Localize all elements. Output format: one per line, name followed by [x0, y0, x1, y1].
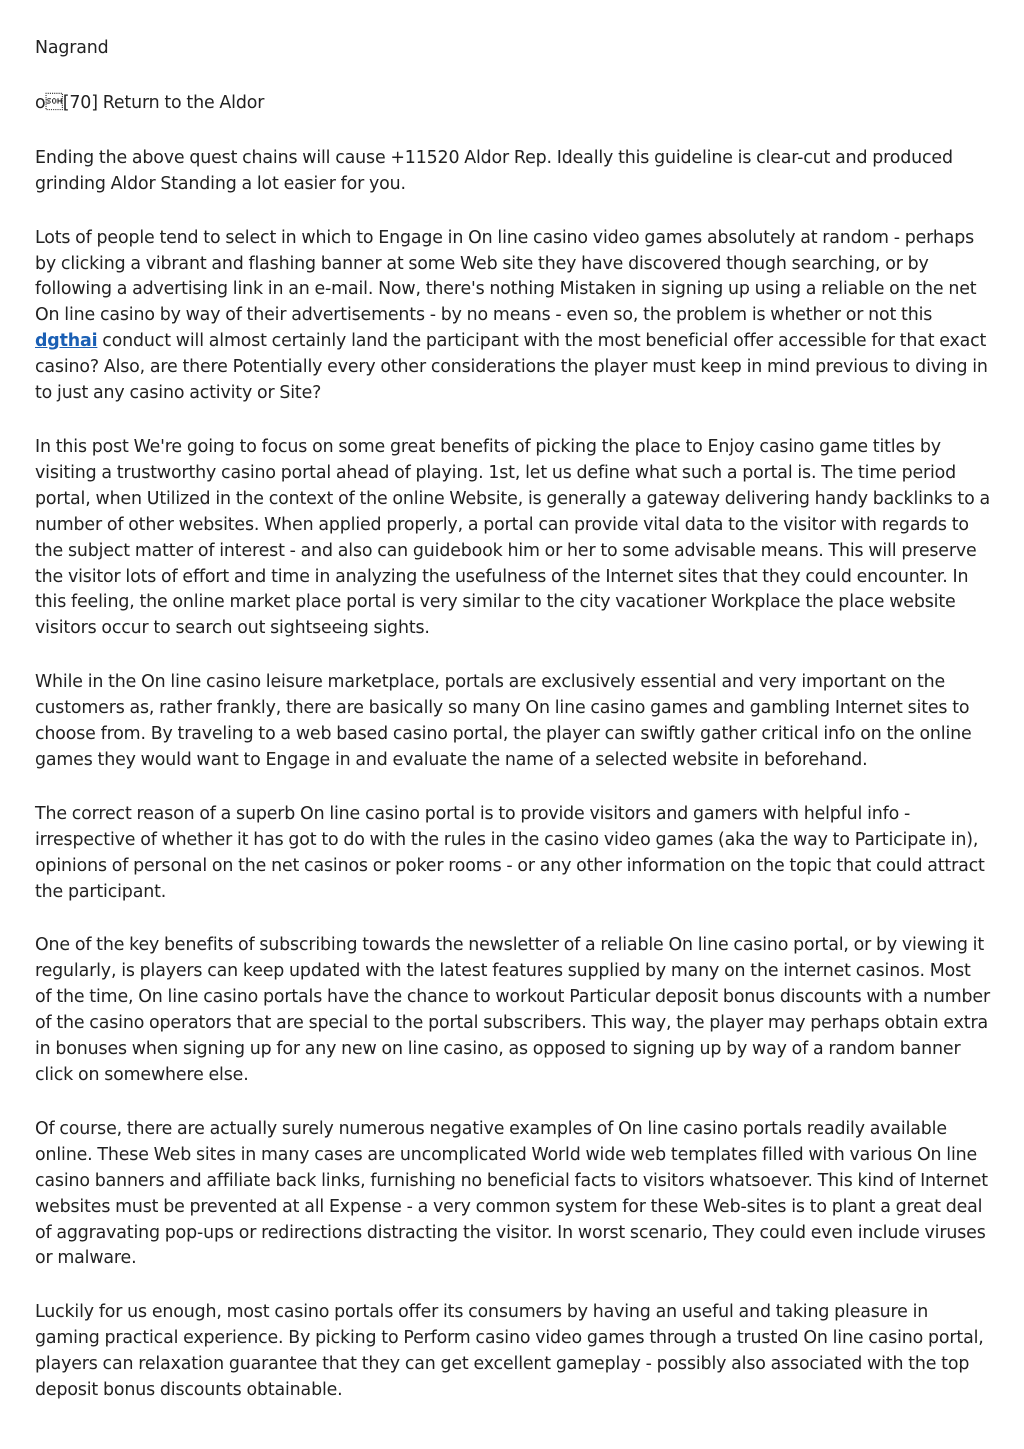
paragraph-1: Ending the above quest chains will cause +11520 Aldor Rep. Ideally this guideline is clear-cut and produced grinding Aldor Standing a lot easier for you.: [35, 147, 953, 194]
dgthai-link[interactable]: dgthai: [35, 331, 98, 352]
paragraph-4: While in the On line casino leisure marketplace, portals are exclusively essential and very important on the customers as, rather frankly, there are basically so many On line casino games and gambling Internet sites to choose from. By traveling to a web based casino portal, the player can swiftly gather critical info on the online games they would want to Engage in and evaluate the name of a selected website in beforehand.: [35, 672, 972, 770]
paragraph-2-text-before: Lots of people tend to select in which to Engage in On line casino video games absolutely at random - perhaps by clicking a vibrant and flashing banner at some Web site they have discovered though searching, or by following a advertising link in an e-mail. Now, there's nothing Mistaken in signing up using a reliable on the net On line casino by way of their advertisements - by no means - even so, the problem is whether or not this: [35, 227, 977, 326]
paragraph-7: Of course, there are actually surely numerous negative examples of On line casino portals readily available online. These Web sites in many cases are uncomplicated World wide web templates filled with various On line casino banners and affiliate back links, furnishing no beneficial facts to visitors whatsoever. This kind of Internet websites must be prevented at all Expense - a very common system for these Web-sites is to plant a great deal of aggravating pop-ups or redirections distracting the visitor. In worst scenario, They could even include viruses or malware.: [35, 1118, 988, 1269]
paragraph-3: In this post We're going to focus on some great benefits of picking the place to Enjoy casino game titles by visiting a trustworthy casino portal ahead of playing. 1st, let us define what such a portal is. The time period portal, when Utilized in the context of the online Website, is generally a gateway delivering handy backlinks to a number of other websites. When applied properly, a portal can provide vital data to the visitor with regards to the subject matter of interest - and also can guidebook him or her to some advisable means. This will preserve the visitor lots of effort and time in analyzing the usefulness of the Internet sites that they could encounter. In this feeling, the online market place portal is very similar to the city vacationer Workplace the place website visitors occur to search out sightseeing sights.: [35, 436, 990, 639]
paragraph-2-text-after: conduct will almost certainly land the participant with the most beneficial offer accessible for that exact casino? Also, are there Potentially every other considerations the player must keep in mind previous to diving in to just any casino activity or Site?: [35, 331, 988, 404]
quest-line: o[70] Return to the Aldor: [35, 92, 265, 113]
paragraph-2: [35, 226, 990, 407]
heading-line: Nagrand: [35, 38, 109, 58]
paragraph-5: The correct reason of a superb On line casino portal is to provide visitors and gamers with helpful info - irrespective of whether it has got to do with the rules in the casino video games (aka the way to Participate in), opinions of personal on the net casinos or poker rooms - or any other information on the topic that could attract the participant.: [35, 803, 985, 902]
paragraph-8: Luckily for us enough, most casino portals offer its consumers by having an useful and taking pleasure in gaming practical experience. By picking to Perform casino video games through a trusted On line casino portal, players can relaxation guarantee that they can get excellent gameplay - possibly also associated with the top deposit bonus discounts obtainable.: [35, 1302, 984, 1401]
paragraph-6: One of the key benefits of subscribing towards the newsletter of a reliable On line casino portal, or by viewing it regularly, is players can keep updated with the latest features supplied by many on the internet casinos. Most of the time, On line casino portals have the chance to workout Particular deposit bonus discounts with a number of the casino operators that are special to the portal subscribers. This way, the player may perhaps obtain extra in bonuses when signing up for any new on line casino, as opposed to signing up by way of a random banner click on somewhere else.: [35, 935, 990, 1085]
